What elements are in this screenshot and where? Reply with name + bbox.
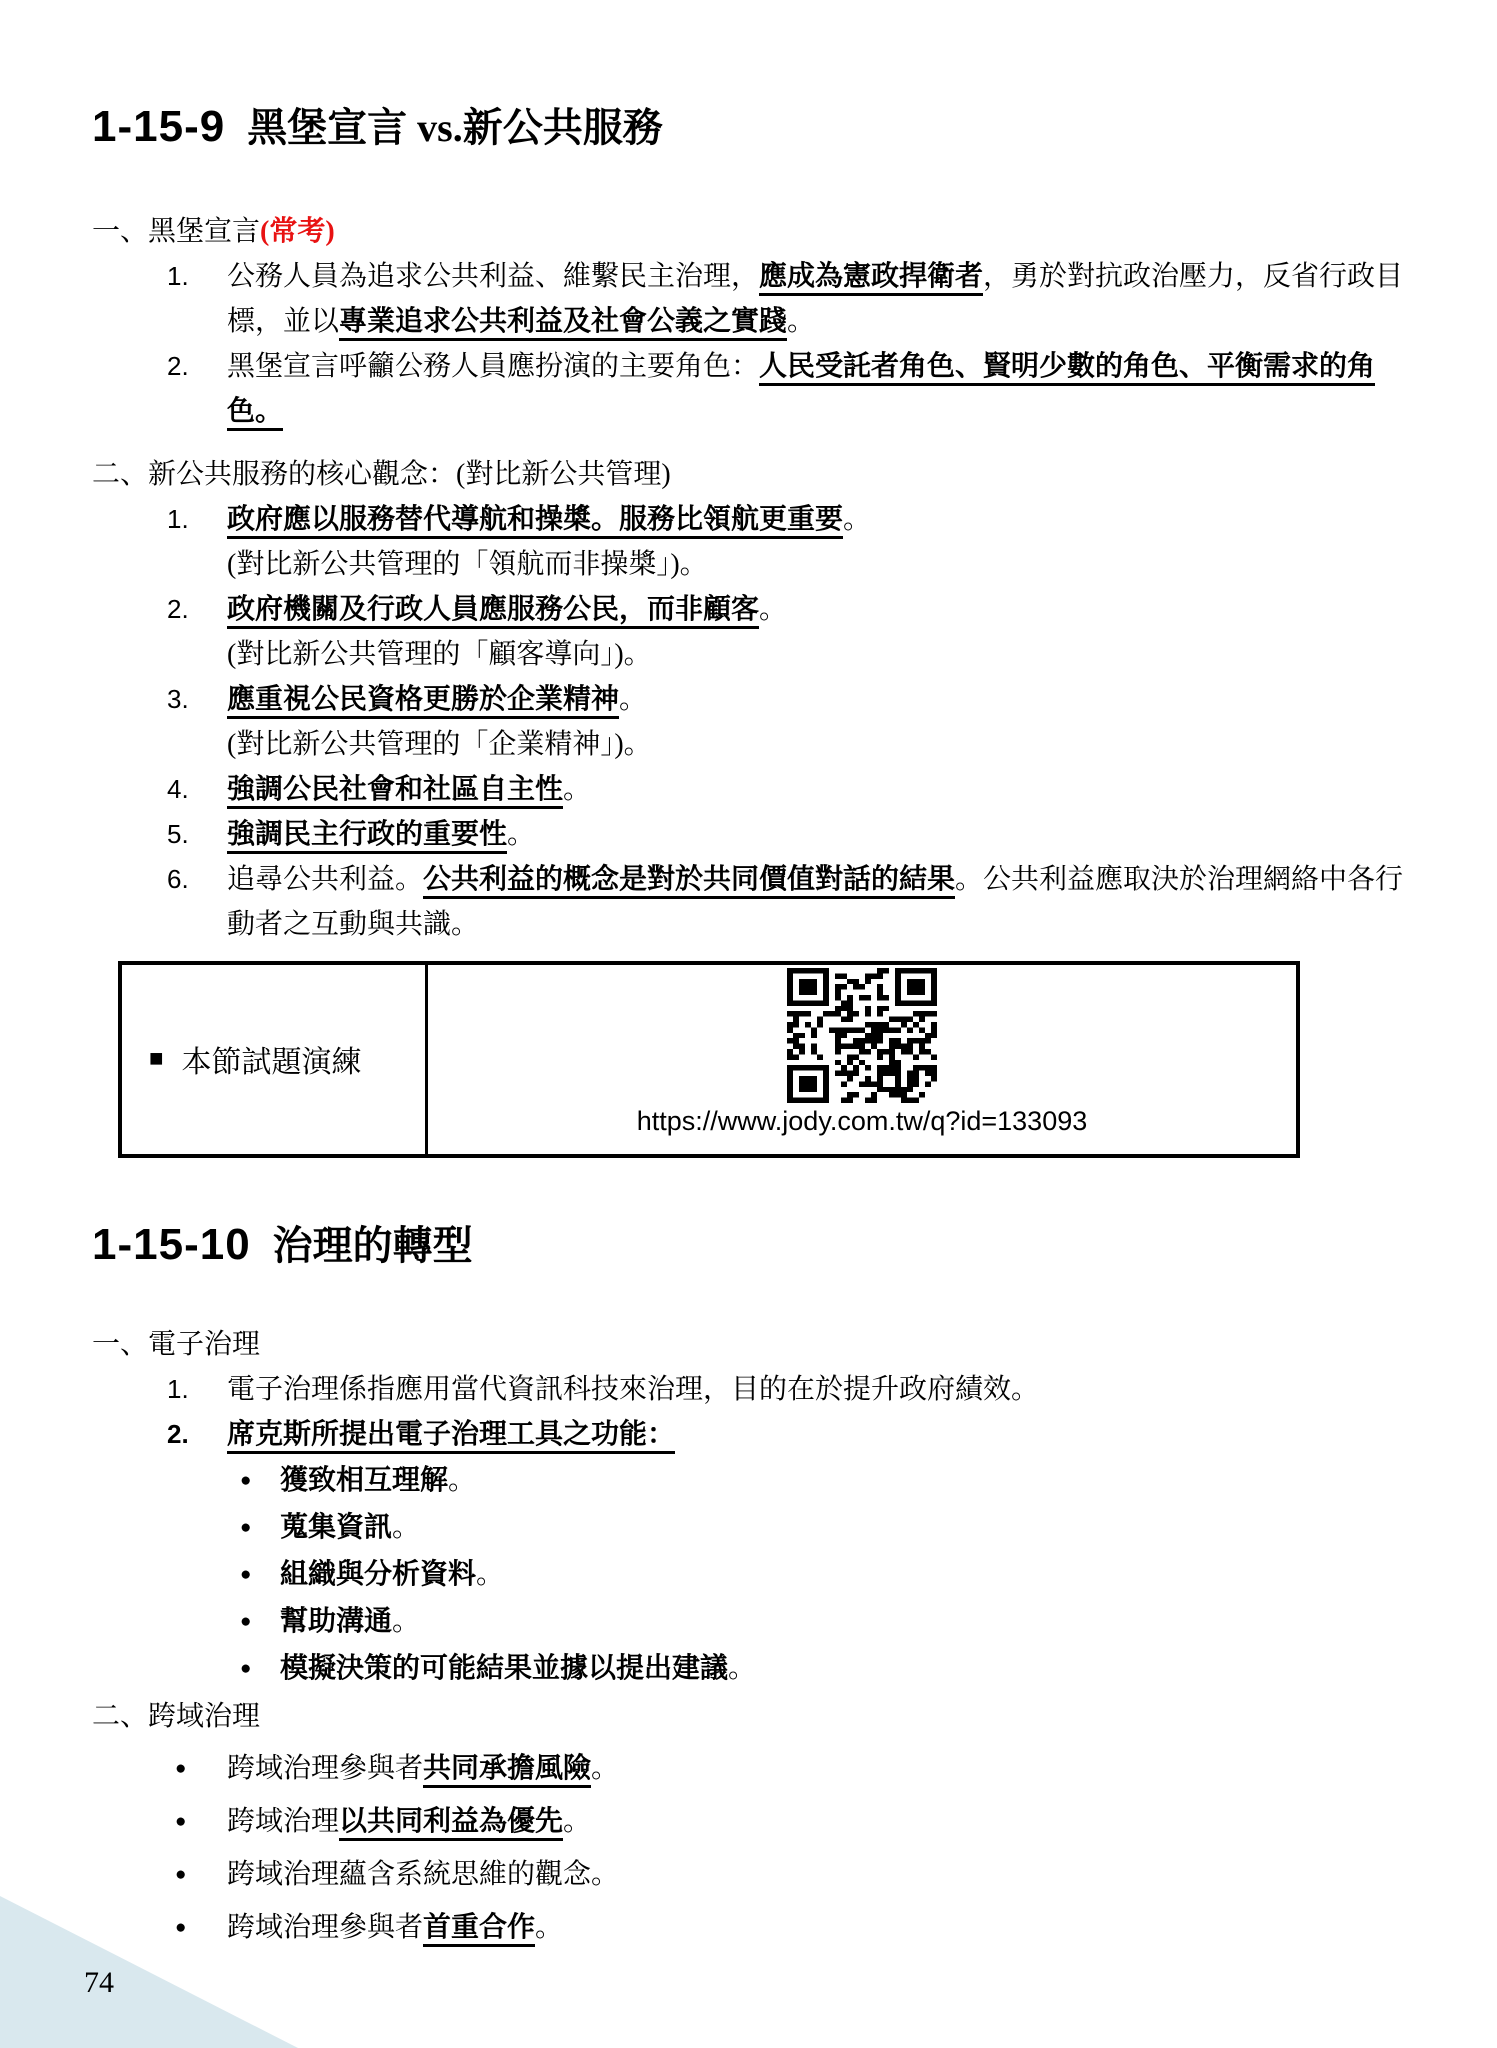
list-item-note: (對比新公共管理的「領航而非操槳」)。 <box>227 548 708 580</box>
practice-url: https://www.jody.com.tw/q?id=133093 <box>636 1105 1088 1136</box>
square-marker-icon: ■ <box>149 1046 164 1073</box>
list-item-number: 2. <box>167 350 189 381</box>
bullet-text: 跨域治理參與者共同承擔風險。 <box>227 1742 619 1795</box>
bullet-item <box>92 1795 1427 1848</box>
bullet-icon: ● <box>175 1811 187 1833</box>
list-item-text: 黑堡宣言呼籲公務人員應扮演的主要角色：人民受託者角色、賢明少數的角色、平衡需求的角色。 <box>227 344 1427 434</box>
subsection-header-crossdomain: 二、跨域治理 <box>92 1701 261 1733</box>
bullet-item <box>92 1504 1427 1551</box>
list-item-text: 應重視公民資格更勝於企業精神。 <box>227 677 1427 722</box>
list-item-number: 1. <box>167 260 189 291</box>
subsection-header-egov: 一、電子治理 <box>92 1329 261 1361</box>
list-item-number: 6. <box>167 863 189 894</box>
bullet-item <box>92 1742 1427 1795</box>
bullet-text: 跨域治理蘊含系統思維的觀念。 <box>227 1859 620 1891</box>
bullet-item <box>92 1848 1427 1901</box>
list-item-note: (對比新公共管理的「企業精神」)。 <box>227 728 652 760</box>
bullet-text: 跨域治理以共同利益為優先。 <box>227 1795 591 1848</box>
qr-code-icon <box>787 968 937 1103</box>
bullet-item <box>92 1598 1427 1645</box>
list-item-text: 電子治理係指應用當代資訊科技來治理，目的在於提升政府績效。 <box>227 1374 1040 1406</box>
subsection-header-blackburg: 一、黑堡宣言(常考) <box>92 215 335 247</box>
page-number: 74 <box>84 1966 114 1999</box>
list-item <box>92 254 1427 344</box>
list-item-number: 5. <box>167 818 189 849</box>
list-item <box>92 1367 1427 1412</box>
heading-number: 1-15-10 <box>92 1219 251 1269</box>
list-item <box>92 857 1427 947</box>
bullet-text: 模擬決策的可能結果並據以提出建議。 <box>280 1653 757 1685</box>
list-item-text: 追尋公共利益。公共利益的概念是對於共同價值對話的結果。公共利益應取決於治理網絡中各行動者之互動與共識。 <box>227 863 1404 940</box>
list-item-text: 強調民主行政的重要性。 <box>227 812 1427 857</box>
list-item-number: 2. <box>167 1419 189 1450</box>
list-item-number: 1. <box>167 1374 189 1405</box>
list-item-note: (對比新公共管理的「顧客導向」)。 <box>227 638 652 670</box>
bullet-icon: ● <box>175 1864 187 1886</box>
list-item-text: 政府機關及行政人員應服務公民，而非顧客。 <box>227 587 1427 632</box>
section-heading-1-15-10 <box>92 1220 1427 1271</box>
list-item <box>92 677 1427 722</box>
list-item-text: 強調公民社會和社區自主性。 <box>227 767 1427 812</box>
section-heading-1-15-9 <box>92 102 1427 153</box>
bullet-item <box>92 1645 1427 1692</box>
bullet-text: 組織與分析資料。 <box>280 1559 505 1591</box>
bullet-icon: ● <box>175 1758 187 1780</box>
list-item-number: 1. <box>167 503 189 534</box>
list-item-text: 政府應以服務替代導航和操槳。服務比領航更重要。 <box>227 497 1427 542</box>
list-item-number: 4. <box>167 773 189 804</box>
practice-box-label-cell <box>122 965 428 1154</box>
bullet-icon: ● <box>175 1917 187 1939</box>
practice-box-qr-cell <box>428 965 1296 1154</box>
heading-title: 黑堡宣言 vs.新公共服務 <box>247 105 663 150</box>
list-item <box>92 1412 1427 1457</box>
bullet-icon: ● <box>240 1611 252 1633</box>
heading-number: 1-15-9 <box>92 102 226 151</box>
subsection-header-nps: 二、新公共服務的核心觀念：(對比新公共管理) <box>92 458 671 490</box>
list-item-text: 公務人員為追求公共利益、維繫民主治理，應成為憲政捍衛者，勇於對抗政治壓力，反省行政目標，並以專業追求公共利益及社會公義之實踐。 <box>227 254 1427 344</box>
list-item <box>92 344 1427 434</box>
bullet-item <box>92 1457 1427 1504</box>
list-item <box>92 812 1427 857</box>
bullet-icon: ● <box>240 1517 252 1539</box>
bullet-text: 幫助溝通。 <box>280 1606 421 1638</box>
practice-exercise-box <box>118 961 1300 1158</box>
bullet-text: 跨域治理參與者首重合作。 <box>227 1901 563 1954</box>
bullet-text: 蒐集資訊。 <box>280 1512 421 1544</box>
heading-title: 治理的轉型 <box>272 1222 473 1268</box>
bullet-text: 獲致相互理解。 <box>280 1465 477 1497</box>
list-item <box>92 497 1427 542</box>
page-content <box>92 0 1427 1954</box>
bullet-icon: ● <box>240 1470 252 1492</box>
list-item <box>92 767 1427 812</box>
practice-box-label: 本節試題演練 <box>181 1046 362 1080</box>
list-item-number: 2. <box>167 593 189 624</box>
bullet-icon: ● <box>240 1564 252 1586</box>
corner-triangle-decoration <box>0 1896 298 2048</box>
bullet-item <box>92 1551 1427 1598</box>
list-item <box>92 587 1427 632</box>
list-item-number: 3. <box>167 683 189 714</box>
bullet-icon: ● <box>240 1658 252 1680</box>
list-item-text: 席克斯所提出電子治理工具之功能： <box>227 1412 1427 1457</box>
